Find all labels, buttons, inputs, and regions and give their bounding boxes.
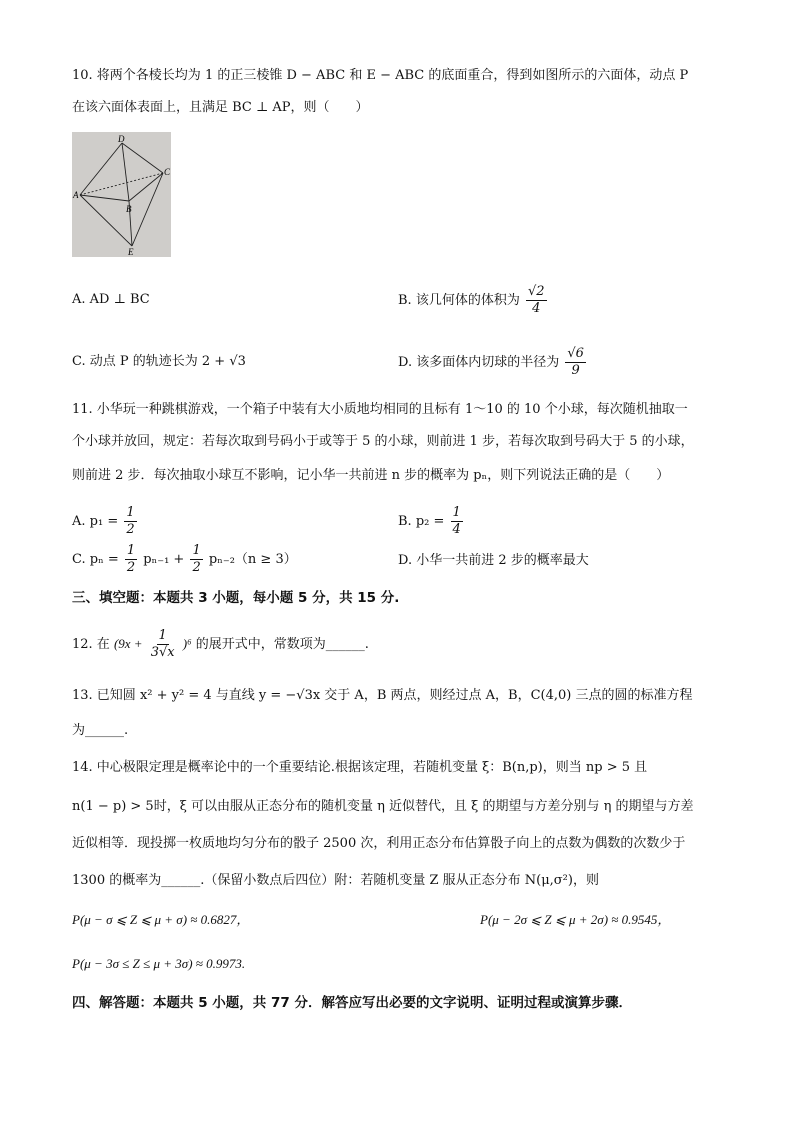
- q14-line2: n(1 − p) > 5时，ξ 可以由服从正态分布的随机变量 η 近似替代，且 ξ 的期望与方差分别与 η 的期望与方差: [72, 799, 694, 814]
- label-A: A: [73, 190, 79, 200]
- hexahedron-figure: [72, 132, 171, 257]
- q12-expr-left: (9x +: [113, 636, 143, 651]
- q11-option-c-suffix: pₙ₋₂（n ≥ 3）: [208, 552, 297, 567]
- q11-option-b: [398, 505, 465, 538]
- q11-option-a: [72, 505, 139, 538]
- q10-option-d-num: √6: [567, 346, 584, 361]
- q11-line3: 则前进 2 步．每次抽取小球互不影响，记小华一共前进 n 步的概率为 pₙ，则下列说法正确的是（ ）: [72, 468, 670, 483]
- q10-option-d-fraction: [565, 346, 586, 379]
- q11-line1: 11. 小华玩一种跳棋游戏，一个箱子中装有大小质地均相同的且标有 1～10 的 10 个小球，每次随机抽取一: [72, 402, 688, 417]
- q11-line2: 个小球并放回，规定：若每次取到号码小于或等于 5 的小球，则前进 1 步，若每次取到号码大于 5 的小球，: [72, 434, 694, 449]
- q12: [72, 628, 369, 661]
- q10-option-b-den: 4: [532, 301, 541, 316]
- q10-option-b: [398, 284, 549, 317]
- q14-line1: 14. 中心极限定理是概率论中的一个重要结论.根据该定理，若随机变量 ξ：B(n,p)，则当 np > 5 且: [72, 760, 648, 775]
- q11-option-c: [72, 543, 297, 576]
- q10-option-d-den: 9: [571, 363, 580, 378]
- q11-option-b-num: 1: [452, 505, 461, 520]
- q12-frac-num: 1: [158, 628, 167, 643]
- label-B: B: [126, 204, 132, 214]
- q12-expr-right: )⁶: [182, 636, 192, 651]
- q11-option-a-fraction: [124, 505, 136, 538]
- q13-line1: 13. 已知圆 x² + y² = 4 与直线 y = −√3x 交于 A，B 两点，则经过点 A，B，C(4,0) 三点的圆的标准方程: [72, 688, 693, 703]
- q10-option-d-text: D. 该多面体内切球的半径为: [398, 355, 560, 370]
- q11-option-b-text: B. p₂ =: [398, 514, 445, 529]
- q10-option-b-text: B. 该几何体的体积为: [398, 293, 520, 308]
- q11-option-c-mid: pₙ₋₁ +: [143, 552, 185, 567]
- q10-option-d: [398, 346, 588, 379]
- q14-line3: 近似相等．现投掷一枚质地均匀分布的骰子 2500 次，利用正态分布估算骰子向上的点数为偶数的次数少于: [72, 836, 686, 851]
- section-3-heading: 三、填空题：本题共 3 小题，每小题 5 分，共 15 分.: [72, 590, 400, 606]
- q13-line2: 为______.: [72, 723, 129, 738]
- q11-option-c-den-2: 2: [192, 560, 201, 575]
- label-C: C: [164, 167, 171, 177]
- q14-formula-1: P(μ − σ ⩽ Z ⩽ μ + σ) ≈ 0.6827，: [72, 912, 250, 927]
- q11-option-c-fraction-1: [125, 543, 137, 576]
- q10-option-a: A. AD ⊥ BC: [72, 292, 150, 307]
- q14-formula-2: P(μ − 2σ ⩽ Z ⩽ μ + 2σ) ≈ 0.9545，: [480, 912, 671, 927]
- q11-option-c-fraction-2: [190, 543, 202, 576]
- q11-option-c-num-1: 1: [126, 543, 136, 558]
- hexahedron-diagram: [72, 132, 171, 257]
- q10-option-b-fraction: [526, 284, 547, 317]
- q11-option-c-text: C. pₙ =: [72, 552, 119, 567]
- q11-option-a-den: 2: [126, 522, 135, 537]
- q10-option-b-num: √2: [527, 284, 545, 299]
- q10-option-c: C. 动点 P 的轨迹长为 2 + √3: [72, 354, 246, 369]
- q14-line4: 1300 的概率为______.（保留小数点后四位）附：若随机变量 Z 服从正态分布 N(μ,σ²)，则: [72, 873, 599, 888]
- q11-option-b-fraction: [451, 505, 463, 538]
- q11-option-b-den: 4: [452, 522, 461, 537]
- q11-option-c-den-1: 2: [126, 560, 136, 575]
- label-E: E: [128, 247, 134, 257]
- section-4-heading: 四、解答题：本题共 5 小题，共 77 分．解答应写出必要的文字说明、证明过程或演算步骤．: [72, 995, 632, 1011]
- q12-suffix: 的展开式中，常数项为______.: [195, 637, 369, 652]
- q14-formula-3: P(μ − 3σ ≤ Z ≤ μ + 3σ) ≈ 0.9973.: [72, 956, 246, 971]
- q10-line2: 在该六面体表面上，且满足 BC ⊥ AP，则（ ）: [72, 100, 369, 115]
- q11-option-c-num-2: 1: [192, 543, 201, 558]
- q12-prefix: 12. 在: [72, 637, 110, 652]
- q11-option-a-num: 1: [126, 505, 135, 520]
- q11-option-d: D. 小华一共前进 2 步的概率最大: [398, 553, 589, 568]
- q10-line1: 10. 将两个各棱长均为 1 的正三棱锥 D − ABC 和 E − ABC 的底面重合，得到如图所示的六面体，动点 P: [72, 68, 689, 83]
- q12-fraction: [149, 628, 177, 661]
- q11-option-a-text: A. p₁ =: [72, 514, 119, 529]
- label-D: D: [118, 134, 125, 144]
- q12-frac-den: 3√x: [150, 645, 175, 660]
